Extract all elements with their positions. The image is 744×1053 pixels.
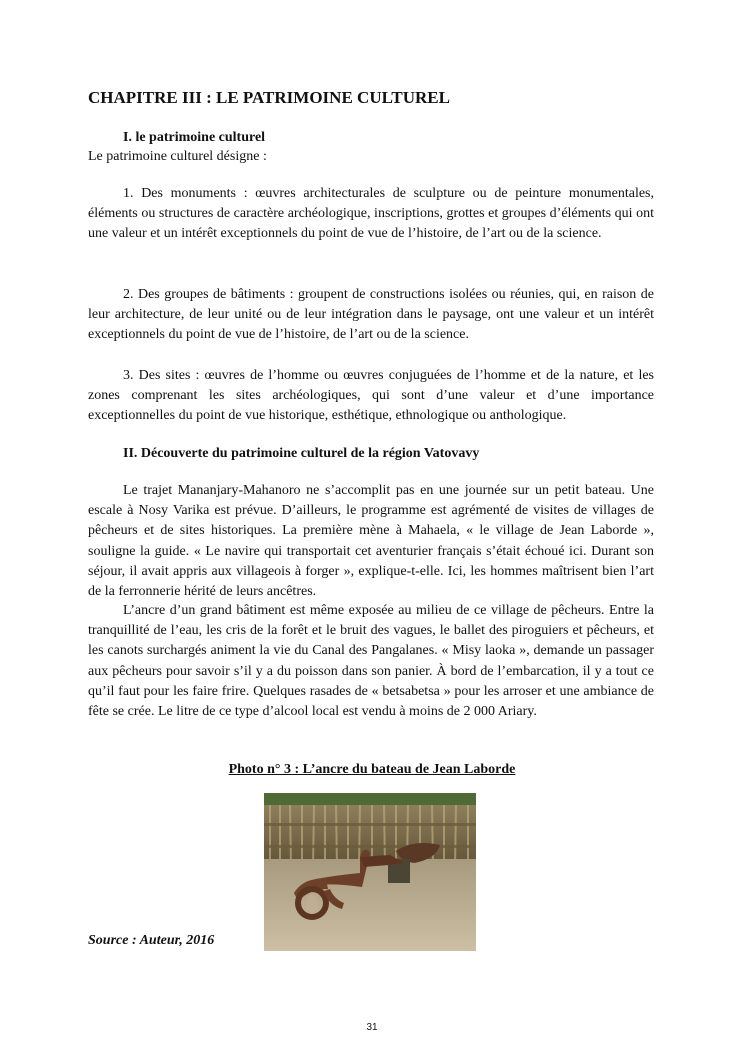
list-item-sites: 3. Des sites : œuvres de l’homme ou œuvres conjuguées de l’homme et de la nature, et les zones comprenant les sites archéologiques, qui sont d’une valeur et d’une importance exceptionnelles du point de vue historique, esthétique, ethnologique ou anthologique. [88,368,654,424]
section2-heading: II. Découverte du patrimoine culturel de la région Vatovavy [123,446,480,461]
list-item-building-groups: 2. Des groupes de bâtiments : groupent de constructions isolées ou réunies, qui, en raison de leur architecture, de leur unité ou de leur intégration dans le paysage, ont une valeur et un intérêt exceptionnels du point de vue de l’histoire, de l’art ou de la science. [88,287,654,343]
list-item-monuments: 1. Des monuments : œuvres architecturales de sculpture ou de peinture monumentales, éléments ou structures de caractère archéologique, inscriptions, grottes et groupes d’éléments qui ont une valeur et un intérêt exceptionnels du point de vue de l’histoire, de l’art ou de la science. [88,186,654,242]
paragraph-anchor: L’ancre d’un grand bâtiment est même exposée au milieu de ce village de pêcheurs. Entre la tranquillité de l’eau, les cris de la forêt et le bruit des vagues, le ballet des piroguiers et pêcheurs, et les canots surchargés animent la vie du Canal des Pangalanes. « Misy laoka », demande un passager aux pêcheurs pour savoir s’il y a du poisson dans son panier. À bord de l’embarcation, il y a tout ce qu’il faut pour les faire frire. Quelques rasades de « betsabetsa » pour les arroser et une ambiance de fête se crée. Le litre de ce type d’alcool local est vendu à moins de 2 000 Ariary. [88,603,654,720]
chapter-title: CHAPITRE III : LE PATRIMOINE CULTUREL [88,88,450,107]
page-number: 31 [366,1022,378,1033]
section1-intro: Le patrimoine culturel désigne : [88,149,267,164]
section1-heading: I. le patrimoine culturel [123,130,266,145]
photo-caption: Photo n° 3 : L’ancre du bateau de Jean Laborde [228,762,516,777]
anchor-photo [264,793,476,951]
photo-source: Source : Auteur, 2016 [88,933,215,948]
paragraph-journey: Le trajet Mananjary-Mahanoro ne s’accomplit pas en une journée sur un petit bateau. Une escale à Nosy Varika est prévue. D’ailleurs, le programme est agrémenté de visites de villages de pêcheurs et de sites historiques. La première mène à Mahaela, « le village de Jean Laborde », souligne la guide. « Le navire qui transportait cet aventurier français s’était échoué ici. Durant son séjour, il avait appris aux villageois à forger », explique-t-elle. Ici, les hommes maîtrisent bien l’art de la ferronnerie hérité de leurs ancêtres. [88,483,654,600]
